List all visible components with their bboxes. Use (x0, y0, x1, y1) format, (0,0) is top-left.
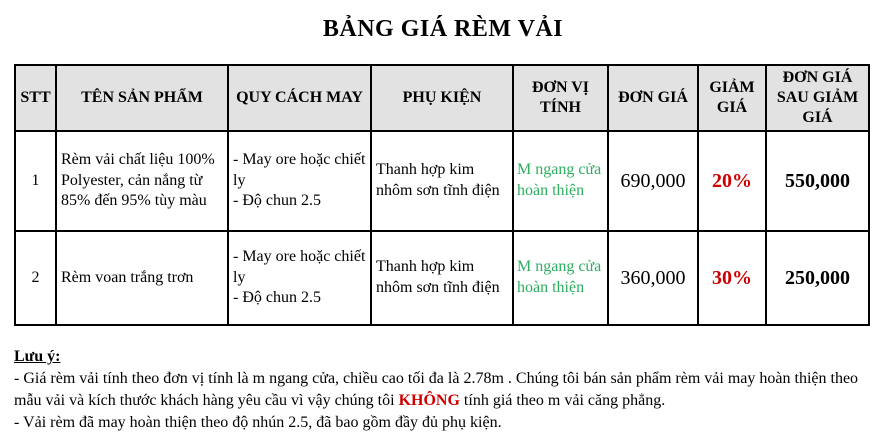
sewing-spec-line: - Độ chun 2.5 (233, 289, 321, 307)
cell-price-after-discount: 550,000 (766, 131, 869, 231)
table-row (15, 231, 869, 325)
col-header-stt: STT (15, 65, 56, 131)
sewing-spec-line: - Độ chun 2.5 (233, 192, 321, 210)
cell-discount: 20% (698, 131, 766, 231)
page-title: BẢNG GIÁ RÈM VẢI (322, 16, 564, 42)
cell-unit: M ngang cửa hoàn thiện (513, 131, 608, 231)
cell-stt: 1 (15, 131, 56, 231)
col-header-sewing-spec: QUY CÁCH MAY (228, 65, 371, 131)
cell-unit-price: 360,000 (608, 231, 698, 325)
col-header-price-after-discount: ĐƠN GIÁ SAU GIẢM GIÁ (766, 65, 869, 131)
cell-accessories: Thanh hợp kim nhôm sơn tĩnh điện (371, 231, 513, 325)
cell-product-name: Rèm voan trắng trơn (56, 231, 228, 325)
cell-unit-price: 690,000 (608, 131, 698, 231)
cell-accessories: Thanh hợp kim nhôm sơn tĩnh điện (371, 131, 513, 231)
khong-emphasis: KHÔNG (398, 392, 460, 409)
cell-price-after-discount: 250,000 (766, 231, 869, 325)
col-header-discount: GIẢM GIÁ (698, 65, 766, 131)
notes-section (14, 346, 872, 434)
table-header-row (15, 65, 869, 131)
note-bullet-1 (14, 368, 872, 412)
note-text: - Giá rèm vải tính theo đơn vị tính là m ngang cửa, chiều cao tối đa là 2.78m . Chúng tôi bán sản phẩm rèm vải may hoàn thiện theo mẫu vải và kích thước khách hàng yêu cầu vì vậy chúng tôi (14, 370, 859, 409)
cell-unit: M ngang cửa hoàn thiện (513, 231, 608, 325)
sewing-spec-line: - May ore hoặc chiết ly (233, 247, 366, 286)
cell-sewing-spec (228, 131, 371, 231)
cell-discount: 30% (698, 231, 766, 325)
cell-stt: 2 (15, 231, 56, 325)
note-bullet-2: - Vải rèm đã may hoàn thiện theo độ nhún 2.5, đã bao gồm đầy đủ phụ kiện. (14, 414, 502, 431)
cell-sewing-spec (228, 231, 371, 325)
note-text: tính giá theo m vải căng phẳng. (459, 392, 666, 409)
col-header-accessories: PHỤ KIỆN (371, 65, 513, 131)
cell-product-name: Rèm vải chất liệu 100% Polyester, cản nắng từ 85% đến 95% tùy màu (56, 131, 228, 231)
sewing-spec-line: - May ore hoặc chiết ly (233, 150, 366, 189)
notes-heading: Lưu ý: (14, 348, 61, 365)
price-table (14, 64, 870, 326)
col-header-unit: ĐƠN VỊ TÍNH (513, 65, 608, 131)
col-header-product-name: TÊN SẢN PHẨM (56, 65, 228, 131)
table-row (15, 131, 869, 231)
col-header-unit-price: ĐƠN GIÁ (608, 65, 698, 131)
